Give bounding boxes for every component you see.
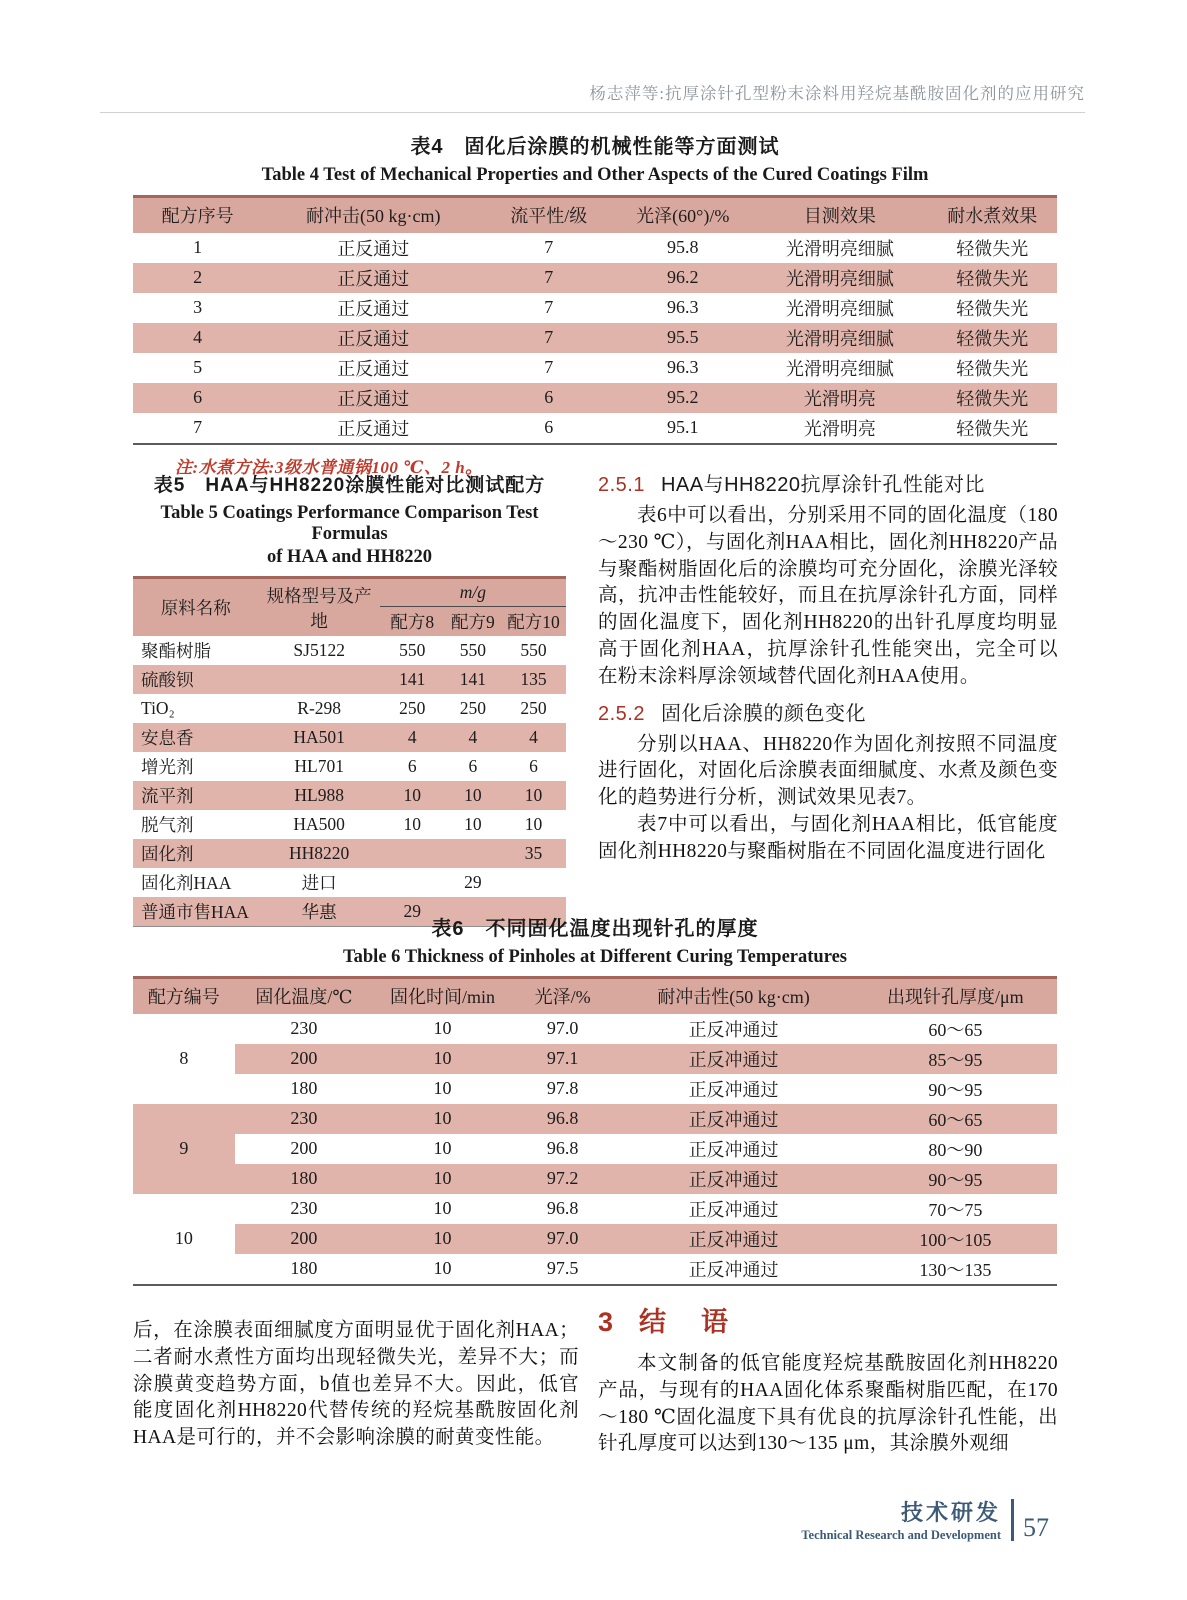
table4-column-header: 耐冲击(50 kg·cm): [262, 197, 484, 233]
table5-row: [133, 665, 566, 694]
section-3-heading: [598, 1300, 1058, 1339]
table4-cell: 6: [544, 417, 554, 437]
table6-cell: 正反冲通过: [688, 1259, 779, 1280]
section-2-5-1-paragraph: 表6中可以看出，分别采用不同的固化温度（180～230 ℃），与固化剂HAA相比，固化剂HH8220产品与聚酯树脂固化后的涂膜均可充分固化，涂膜光泽较高，抗冲击性能较好，而且在抗厚涂针孔方面，同样的固化温度下，固化剂HH8220的出针孔厚度均明显高于固化剂HAA，抗厚涂针孔性能突出，完全可以在粉末涂料厚涂领域替代固化剂HAA使用。: [598, 505, 1058, 687]
table6-cell: 180: [290, 1258, 318, 1278]
table6-cell: 10: [373, 1224, 512, 1254]
table5-cell: 550: [399, 640, 426, 660]
table4-cell: 轻微失光: [928, 383, 1057, 413]
bottom-right-column: [598, 1300, 1058, 1458]
table5-cell: 华惠: [259, 897, 380, 927]
table5-cell: 普通市售HAA: [133, 897, 259, 927]
table6-cell: 200: [235, 1224, 374, 1254]
table5-cell: 250: [459, 697, 486, 718]
table6-cell: 10: [433, 1018, 452, 1038]
running-head: 杨志萍等:抗厚涂针孔型粉末涂料用羟烷基酰胺固化剂的应用研究: [100, 80, 1085, 113]
table6-row: [133, 1164, 1057, 1194]
table6-row: [133, 1224, 1057, 1254]
section-2-5-2-heading: [598, 697, 1058, 726]
table5-cell: 35: [501, 839, 566, 868]
table6-column-header: 光泽/%: [512, 978, 614, 1014]
table6-row: [133, 1134, 1057, 1164]
table6-section: [133, 912, 1057, 1286]
table4-cell: 6: [484, 383, 613, 413]
table4-cell: 光滑明亮细腻: [752, 323, 928, 353]
table6-cell: 230: [290, 1018, 318, 1038]
table5-header-row1: [133, 578, 566, 607]
table4-cell: 96.3: [667, 297, 699, 317]
table4-cell: 正反通过: [337, 298, 410, 319]
table4-cell: 正反通过: [262, 383, 484, 413]
table6-cell: 正反冲通过: [613, 1224, 853, 1254]
table5-section: [133, 470, 566, 927]
section-2-5-1-number: 2.5.1: [598, 474, 645, 496]
table4: [133, 195, 1057, 445]
table4-cell: 7: [544, 297, 554, 317]
table4-cell: 轻微失光: [956, 418, 1029, 439]
table5-cell: R-298: [297, 697, 342, 718]
table5-cell: 10: [380, 781, 445, 810]
table5-row: [133, 694, 566, 723]
table5-cell: 流平剂: [133, 781, 259, 810]
table4-column-header: 耐水煮效果: [928, 197, 1057, 233]
table6-cell: 90～95: [854, 1164, 1057, 1194]
table5-cell: 进口: [301, 872, 337, 893]
table6-cell: 60～65: [928, 1019, 983, 1040]
table4-cell: 光滑明亮: [803, 418, 876, 439]
table4-cell: 轻微失光: [956, 298, 1029, 319]
table5-col-material: 原料名称: [133, 578, 259, 637]
table6-row: [133, 1044, 1057, 1074]
table5-cell: 10: [501, 781, 566, 810]
table4-cell: 7: [484, 323, 613, 353]
table6-formula-id-cell: 8: [179, 1048, 189, 1068]
table5-row: [133, 723, 566, 752]
table6-body: [133, 1014, 1057, 1285]
table5-subcol-formula9: 配方9: [445, 607, 501, 637]
table5-cell: 6: [468, 755, 478, 776]
table6-cell: 200: [235, 1044, 374, 1074]
table6-title-en: Table 6 Thickness of Pinholes at Different Curing Temperatures: [343, 947, 847, 967]
table5-cell: 4: [445, 723, 501, 752]
table5-row: [133, 839, 566, 868]
page-footer: [801, 1496, 1049, 1543]
section-2-5-2-title: 固化后涂膜的颜色变化: [660, 702, 866, 725]
bottom-left-column: [133, 1318, 579, 1452]
table6-cell: 97.5: [546, 1258, 579, 1278]
table5-cell: SJ5122: [293, 640, 345, 660]
table6-cell: 60～65: [854, 1104, 1057, 1134]
page-number: 57: [1023, 1513, 1049, 1542]
table6-column-header: 耐冲击性(50 kg·cm): [613, 978, 853, 1014]
footer-labels: [801, 1496, 1001, 1543]
table4-cell: 正反通过: [262, 323, 484, 353]
table6-cell: 正反冲通过: [688, 1199, 779, 1220]
table5-row: [133, 781, 566, 810]
table4-cell: 1: [193, 237, 203, 257]
table5-cell: 550: [520, 640, 547, 660]
table6-cell: 180: [290, 1078, 318, 1098]
table4-cell: 轻微失光: [928, 323, 1057, 353]
table5-row: [133, 636, 566, 665]
table4-cell: 正反通过: [337, 358, 410, 379]
footer-section-zh: 技术研发: [900, 1500, 1001, 1525]
table6-column-header: 固化温度/℃: [235, 978, 374, 1014]
table6-formula-id-cell: 10: [174, 1228, 193, 1248]
table6-cell: 正反冲通过: [613, 1044, 853, 1074]
table4-column-header: 目测效果: [752, 197, 928, 233]
section-3-number: 3: [598, 1307, 618, 1337]
table4-cell: 95.1: [667, 417, 699, 437]
section-2-5-2-paragraph1: 分别以HAA、HH8220作为固化剂按照不同温度进行固化，对固化后涂膜表面细腻度、水煮及颜色变化的趋势进行分析，测试效果见表7。: [598, 733, 1058, 809]
table6-cell: 80～90: [928, 1139, 983, 1160]
table5-cell: 4: [380, 723, 445, 752]
table5-col-spec: 规格型号及产地: [259, 578, 380, 637]
table5-cell: 10: [445, 781, 501, 810]
table5-cell: 250: [399, 697, 426, 718]
table6-cell: 97.0: [546, 1018, 579, 1038]
table5-subcol-formula10: 配方10: [501, 607, 566, 637]
table6-cell: 97.2: [512, 1164, 614, 1194]
table4-column-header: 流平性/级: [484, 197, 613, 233]
table6-cell: 96.8: [512, 1104, 614, 1134]
table5-col-mass: m/g: [380, 578, 566, 607]
table6-cell: 230: [290, 1198, 318, 1218]
table5-cell: 10: [403, 813, 422, 834]
table4-cell: 正反通过: [337, 418, 410, 439]
table5-cell: 6: [529, 755, 538, 776]
section-3-paragraph: 本文制备的低官能度羟烷基酰胺固化剂HH8220产品，与现有的HAA固化体系聚酯树脂匹配，在170～180 ℃固化温度下具有优良的抗厚涂针孔性能，出针孔厚度可以达到130～135 μm，其涂膜外观细: [598, 1353, 1058, 1455]
table5-row: [133, 752, 566, 781]
table6-row: [133, 1194, 1057, 1224]
section-2-5-2-number: 2.5.2: [598, 702, 645, 725]
table6-row: [133, 1254, 1057, 1285]
table6-cell: 10: [373, 1044, 512, 1074]
table4-cell: 光滑明亮细腻: [785, 238, 894, 259]
table4-row: [133, 353, 1057, 383]
table4-cell: 2: [133, 263, 262, 293]
table4-cell: 7: [544, 237, 554, 257]
table5-cell: HA500: [293, 813, 345, 834]
table6-cell: 10: [433, 1198, 452, 1218]
table5-cell: HL701: [294, 755, 344, 776]
table6-cell: 10: [433, 1138, 452, 1158]
table6-cell: 96.8: [546, 1138, 579, 1158]
table5-cell: 固化剂: [133, 839, 259, 868]
table6-column-header: 固化时间/min: [373, 978, 512, 1014]
table4-cell: 正反通过: [262, 263, 484, 293]
table5-cell: [445, 839, 501, 868]
table4-cell: 轻微失光: [956, 358, 1029, 379]
table6-cell: 100～105: [854, 1224, 1057, 1254]
table5-cell: 脱气剂: [141, 814, 194, 835]
table5-cell: 550: [459, 640, 486, 660]
table5-cell: TiO₂: [141, 697, 175, 718]
section-2-5-2-paragraph2: 表7中可以看出，与固化剂HAA相比，低官能度固化剂HH8220与聚酯树脂在不同固化温度进行固化: [598, 813, 1058, 862]
table5-cell: HH8220: [259, 839, 380, 868]
table5: [133, 576, 566, 927]
table6-cell: 130～135: [919, 1259, 992, 1280]
table4-cell: 96.2: [613, 263, 752, 293]
table5-cell: 硫酸钡: [133, 665, 259, 694]
table6-cell: 正反冲通过: [613, 1164, 853, 1194]
table4-cell: 95.8: [667, 237, 699, 257]
table5-cell: 4: [501, 723, 566, 752]
table6-row: [133, 1074, 1057, 1104]
table4-cell: 轻微失光: [956, 238, 1029, 259]
table4-cell: 4: [133, 323, 262, 353]
table4-header: [133, 197, 1057, 233]
table4-cell: 轻微失光: [928, 263, 1057, 293]
table4-cell: 96.3: [667, 357, 699, 377]
table6-cell: 90～95: [928, 1079, 983, 1100]
table4-row: [133, 293, 1057, 323]
table6-header: [133, 978, 1057, 1014]
table5-subcol-formula8: 配方8: [380, 607, 445, 637]
table4-body: [133, 233, 1057, 444]
table5-cell: 6: [407, 755, 417, 776]
table5-row: [133, 810, 566, 839]
section-3-title: 结 语: [639, 1307, 733, 1337]
table6-cell: 正反冲通过: [688, 1079, 779, 1100]
table5-cell: 141: [380, 665, 445, 694]
table6-cell: 85～95: [854, 1044, 1057, 1074]
table6-cell: 200: [290, 1138, 318, 1158]
table4-cell: 95.5: [613, 323, 752, 353]
table6-cell: 97.1: [512, 1044, 614, 1074]
table5-cell: 固化剂HAA: [141, 872, 232, 893]
table6-cell: 180: [235, 1164, 374, 1194]
table6-cell: 正反冲通过: [688, 1139, 779, 1160]
table6-cell: 10: [433, 1258, 452, 1278]
section-2-5-1-title: HAA与HH8220抗厚涂针孔性能对比: [660, 474, 985, 496]
table6-title-zh: 表6 不同固化温度出现针孔的厚度: [431, 918, 759, 940]
table4-section: [133, 130, 1057, 478]
table5-title-en-line2: of HAA and HH8220: [267, 547, 432, 567]
table4-cell: 95.2: [613, 383, 752, 413]
table4-row: [133, 233, 1057, 263]
table5-cell: 135: [501, 665, 566, 694]
table5-title-zh: 表5 HAA与HH8220涂膜性能对比测试配方: [153, 475, 546, 496]
table4-cell: 光滑明亮细腻: [752, 263, 928, 293]
table6-cell: 正反冲通过: [688, 1019, 779, 1040]
table5-cell: [501, 868, 566, 897]
table5-cell: [380, 868, 445, 897]
table5-cell: [259, 665, 380, 694]
table4-cell: 光滑明亮细腻: [785, 298, 894, 319]
table5-cell: 10: [524, 813, 543, 834]
table6-cell: 97.0: [512, 1224, 614, 1254]
table6-header-row: [133, 978, 1057, 1014]
table4-cell: 5: [193, 357, 203, 377]
table6-cell: 70～75: [928, 1199, 983, 1220]
table4-cell: 7: [484, 263, 613, 293]
table6-column-header: 配方编号: [133, 978, 235, 1014]
table5-cell: 增光剂: [141, 756, 194, 777]
table6-cell: 97.8: [546, 1078, 579, 1098]
table5-cell: 聚酯树脂: [141, 641, 211, 661]
table6: [133, 976, 1057, 1286]
table5-cell: 141: [445, 665, 501, 694]
table4-cell: 7: [544, 357, 554, 377]
table6-row: [133, 1014, 1057, 1044]
right-column-top: [598, 468, 1058, 866]
table6-cell: 10: [373, 1104, 512, 1134]
table4-cell: 3: [193, 297, 203, 317]
table5-header: [133, 578, 566, 637]
table6-cell: 96.8: [546, 1198, 579, 1218]
table5-cell: HA501: [259, 723, 380, 752]
table4-title-en: Table 4 Test of Mechanical Properties and Other Aspects of the Cured Coatings Film: [261, 165, 929, 185]
table5-cell: 29: [464, 871, 482, 892]
table4-cell: 光滑明亮: [752, 383, 928, 413]
table6-cell: 230: [235, 1104, 374, 1134]
table4-row: [133, 263, 1057, 293]
table5-cell: 10: [464, 813, 482, 834]
table5-cell: 29: [380, 897, 445, 927]
table4-cell: 7: [193, 417, 203, 437]
continuation-paragraph: 后，在涂膜表面细腻度方面明显优于固化剂HAA；二者耐水煮性方面均出现轻微失光，差异不大；而涂膜黄变趋势方面，b值也差异不大。因此，低官能度固化剂HH8220代替传统的羟烷基酰胺固化剂HAA是可行的，并不会影响涂膜的耐黄变性能。: [133, 1320, 579, 1449]
table4-cell: 光滑明亮细腻: [785, 358, 894, 379]
table4-row: [133, 383, 1057, 413]
table4-cell: 正反通过: [337, 238, 410, 259]
table6-column-header: 出现针孔厚度/μm: [854, 978, 1057, 1014]
footer-divider: [1011, 1499, 1014, 1541]
table5-body: [133, 636, 566, 926]
table4-row: [133, 413, 1057, 444]
footer-section-en: Technical Research and Development: [801, 1528, 1001, 1542]
table5-cell: [380, 839, 445, 868]
table4-cell: 6: [133, 383, 262, 413]
table6-cell: 10: [433, 1078, 452, 1098]
table5-cell: 安息香: [133, 723, 259, 752]
table5-cell: HL988: [259, 781, 380, 810]
table6-cell: 10: [373, 1164, 512, 1194]
section-2-5-1-heading: [598, 468, 1058, 497]
table5-cell: 250: [520, 697, 547, 718]
table4-title-zh: 表4 固化后涂膜的机械性能等方面测试: [410, 136, 780, 158]
table6-row: [133, 1104, 1057, 1134]
table5-title-en-line1: Table 5 Coatings Performance Comparison Test Formulas: [160, 503, 539, 544]
table4-row: [133, 323, 1057, 353]
table6-cell: 正反冲通过: [613, 1104, 853, 1134]
table5-row: [133, 868, 566, 897]
table4-column-header: 配方序号: [133, 197, 262, 233]
table4-header-row: [133, 197, 1057, 233]
table6-formula-id-cell: 9: [133, 1104, 235, 1194]
table4-column-header: 光泽(60°)/%: [613, 197, 752, 233]
table4-note: 注:水煮方法:3级水普通锅100 ℃、2 h。: [175, 457, 483, 477]
